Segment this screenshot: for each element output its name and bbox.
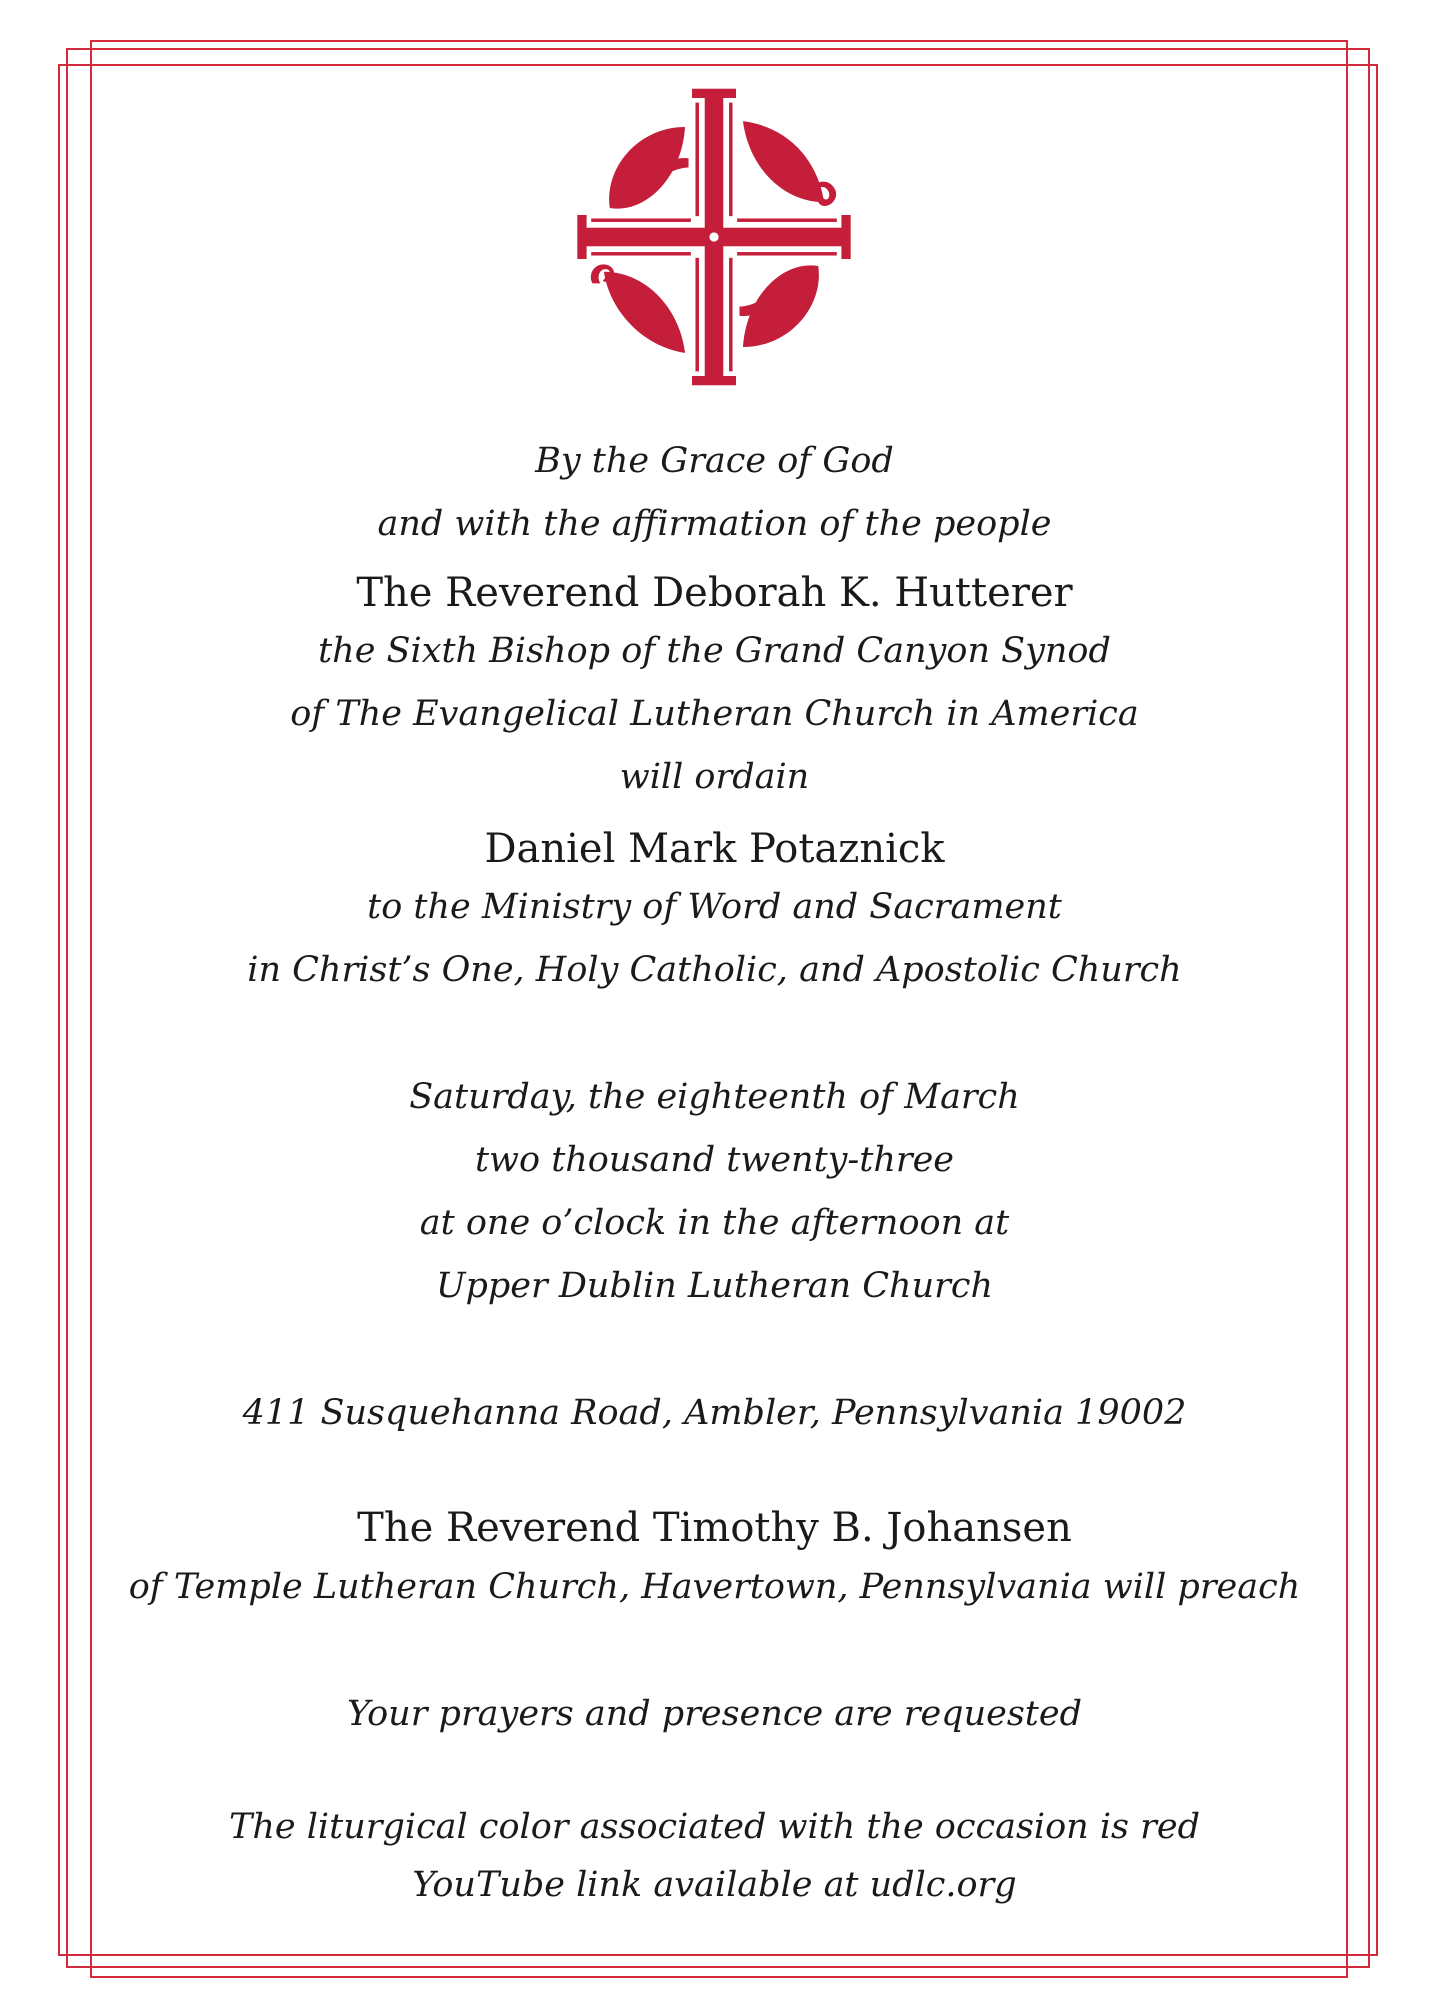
address-line: 411 Susquehanna Road, Ambler, Pennsylvania 19002 xyxy=(242,1393,1187,1433)
liturgical-color-line: The liturgical color associated with the occasion is red xyxy=(229,1807,1200,1847)
ministry-line-2: in Christ’s One, Holy Catholic, and Apostolic Church xyxy=(247,950,1182,990)
bishop-title-line-2: of The Evangelical Lutheran Church in America xyxy=(290,694,1139,734)
ministry-line-1: to the Ministry of Word and Sacrament xyxy=(367,887,1062,927)
date-line-1: Saturday, the eighteenth of March xyxy=(409,1077,1020,1117)
date-line-2: two thousand twenty-three xyxy=(474,1140,955,1180)
venue-line: Upper Dublin Lutheran Church xyxy=(435,1266,994,1306)
intro-line-2: and with the affirmation of the people xyxy=(377,504,1052,544)
youtube-link-line: YouTube link available at udlc.org xyxy=(412,1865,1017,1905)
bishop-title-line-1: the Sixth Bishop of the Grand Canyon Synod xyxy=(318,631,1111,671)
time-line: at one o’clock in the afternoon at xyxy=(419,1203,1010,1243)
elca-cross-logo-icon xyxy=(575,86,853,388)
ordinand-name: Daniel Mark Potaznick xyxy=(484,826,945,872)
preacher-detail: of Temple Lutheran Church, Havertown, Pennsylvania will preach xyxy=(128,1567,1301,1607)
ordain-line: will ordain xyxy=(619,757,810,797)
bishop-name: The Reverend Deborah K. Hutterer xyxy=(356,570,1073,616)
preacher-name: The Reverend Timothy B. Johansen xyxy=(357,1505,1072,1551)
intro-line-1: By the Grace of God xyxy=(535,441,894,481)
request-line: Your prayers and presence are requested xyxy=(347,1694,1082,1734)
